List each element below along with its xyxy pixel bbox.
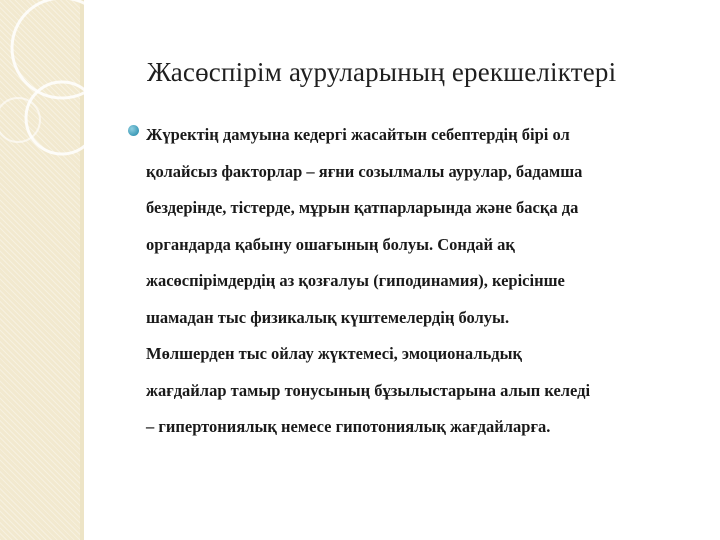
bullet-text-line: органдарда қабыну ошағының болуы. Сондай ақ bbox=[146, 234, 515, 254]
bullet-text-line: Мөлшерден тыс ойлау жүктемесі, эмоциональдық bbox=[146, 344, 523, 363]
side-panel-edge bbox=[80, 0, 84, 540]
bullet-text-line: қолайсыз факторлар – яғни созылмалы аурулар, бадамша bbox=[146, 161, 583, 181]
bullet-text-line: шамадан тыс физикалық күштемелердің болуы. bbox=[146, 307, 510, 327]
bullet-text-line: Жүректің дамуына кедергі жасайтын себептердің бірі ол bbox=[146, 125, 570, 144]
bullet-icon bbox=[128, 125, 139, 136]
bullet-item bbox=[128, 117, 688, 446]
bullet-text-line: бездерінде, тістерде, мұрын қатпарларында және басқа да bbox=[146, 198, 579, 217]
decorative-side-panel bbox=[0, 0, 80, 540]
bullet-text-line: жасөспірімдердің аз қозғалуы (гиподинамия), керісінше bbox=[146, 271, 565, 290]
bullet-text-line: – гипертониялық немесе гипотониялық жағдайларға. bbox=[146, 417, 551, 436]
bullet-text-line: жағдайлар тамыр тонусының бұзылыстарына алып келеді bbox=[146, 380, 591, 400]
slide-title: Жасөспірім ауруларының ерекшеліктері bbox=[147, 57, 617, 87]
slide-content bbox=[128, 117, 688, 446]
